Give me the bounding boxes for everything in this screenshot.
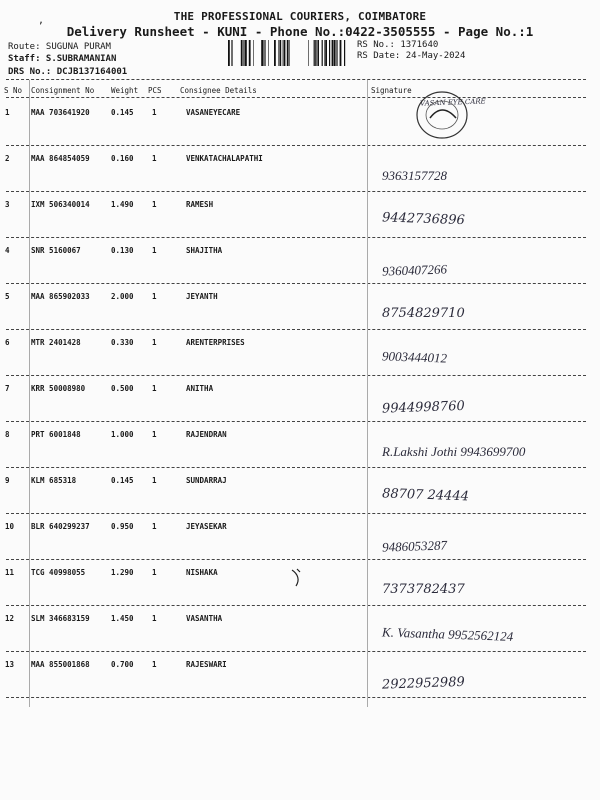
barcode-bar — [287, 40, 289, 66]
barcode-bar — [284, 40, 286, 66]
cell-consignee: NISHAKA — [186, 568, 218, 577]
cell-pcs: 1 — [152, 660, 157, 669]
cell-weight: 1.450 — [111, 614, 134, 623]
signature-handwriting: 2922952989 — [381, 674, 465, 693]
cell-weight: 0.145 — [111, 108, 134, 117]
row-separator — [6, 605, 586, 606]
cell-pcs: 1 — [152, 430, 157, 439]
header-rule — [6, 79, 586, 80]
cell-pcs: 1 — [152, 246, 157, 255]
cell-weight: 0.130 — [111, 246, 134, 255]
row-separator — [6, 651, 586, 652]
barcode-bar — [253, 40, 254, 66]
cell-consignment: IXM 506340014 — [31, 200, 90, 209]
rs-date: RS Date: 24-May-2024 — [357, 51, 466, 61]
col-consignee: Consignee Details — [180, 86, 257, 95]
cell-consignment: MAA 864854059 — [31, 154, 90, 163]
signature-handwriting: 88707 24444 — [381, 486, 470, 505]
route-label: Route: SUGUNA PURAM — [8, 42, 111, 52]
col-sno: S No — [4, 86, 23, 95]
row-separator — [6, 237, 586, 238]
col-consignment: Consignment No — [31, 86, 95, 95]
cell-pcs: 1 — [152, 568, 157, 577]
cell-weight: 0.700 — [111, 660, 134, 669]
row-separator — [6, 375, 586, 376]
cell-weight: 1.290 — [111, 568, 134, 577]
barcode-bar — [289, 40, 290, 66]
cell-consignment: KLM 685318 — [31, 476, 77, 485]
row-separator — [6, 191, 586, 192]
barcode-bar — [261, 40, 263, 66]
row-separator — [6, 145, 586, 146]
cell-pcs: 1 — [152, 614, 157, 623]
cell-pcs: 1 — [152, 476, 157, 485]
cell-consignment: MAA 855001868 — [31, 660, 90, 669]
cell-consignment: BLR 640299237 — [31, 522, 90, 531]
barcode-bar — [308, 40, 309, 66]
cell-consignment: SLM 346683159 — [31, 614, 90, 623]
cell-consignment: PRT 6001848 — [31, 430, 81, 439]
row-separator — [6, 513, 586, 514]
cell-sno: 13 — [5, 660, 15, 669]
barcode-bar — [228, 40, 230, 66]
cell-consignee: ANITHA — [186, 384, 214, 393]
barcode — [228, 40, 348, 66]
cell-weight: 0.950 — [111, 522, 134, 531]
barcode-bar — [322, 40, 323, 66]
cell-weight: 0.330 — [111, 338, 134, 347]
cell-weight: 0.145 — [111, 476, 134, 485]
cell-sno: 1 — [5, 108, 10, 117]
company-name: THE PROFESSIONAL COURIERS, COIMBATORE — [173, 10, 427, 23]
cell-sno: 5 — [5, 292, 10, 301]
cell-sno: 10 — [5, 522, 15, 531]
cell-weight: 1.490 — [111, 200, 134, 209]
cell-consignee: SHAJITHA — [186, 246, 223, 255]
cell-sno: 7 — [5, 384, 10, 393]
barcode-bar — [340, 40, 342, 66]
signature-handwriting: 9360407266 — [381, 261, 448, 279]
company-stamp — [412, 88, 472, 142]
barcode-bar — [325, 40, 327, 66]
signature-handwriting: R.Lakshi Jothi 9943699700 — [382, 444, 526, 459]
row-separator — [6, 421, 586, 422]
staff-label: Staff: S.SUBRAMANIAN — [8, 54, 117, 64]
barcode-bar — [314, 40, 315, 66]
barcode-bar — [334, 40, 335, 66]
barcode-bar — [332, 40, 334, 66]
barcode-bar — [249, 40, 251, 66]
barcode-bar — [283, 40, 284, 66]
barcode-bar — [232, 40, 233, 66]
cell-consignee: JEYANTH — [186, 292, 218, 301]
cell-consignment: MAA 865902033 — [31, 292, 90, 301]
cell-pcs: 1 — [152, 200, 157, 209]
barcode-bar — [344, 40, 345, 66]
barcode-bar — [335, 40, 336, 66]
col-pcs: PCS — [148, 86, 162, 95]
barcode-bar — [317, 40, 318, 66]
cell-consignee: JEYASEKAR — [186, 522, 227, 531]
barcode-bar — [279, 40, 281, 66]
barcode-bar — [263, 40, 264, 66]
cell-consignee: RAJENDRAN — [186, 430, 227, 439]
rs-number: RS No.: 1371640 — [357, 40, 439, 50]
barcode-bar — [231, 40, 232, 66]
barcode-bar — [264, 40, 265, 66]
barcode-bar — [241, 40, 242, 66]
cell-weight: 1.000 — [111, 430, 134, 439]
stray-mark: , — [38, 15, 45, 26]
cell-consignment: KRR 50008980 — [31, 384, 86, 393]
barcode-bar — [244, 40, 245, 66]
cell-weight: 2.000 — [111, 292, 134, 301]
row-separator — [6, 329, 586, 330]
signature-handwriting: 9363157728 — [382, 168, 447, 183]
cell-pcs: 1 — [152, 338, 157, 347]
cell-sno: 3 — [5, 200, 10, 209]
cell-pcs: 1 — [152, 522, 157, 531]
cell-sno: 6 — [5, 338, 10, 347]
drs-number: DRS No.: DCJB137164001 — [8, 67, 128, 77]
col-divider — [29, 80, 30, 707]
cell-pcs: 1 — [152, 292, 157, 301]
col-weight: Weight — [111, 86, 139, 95]
signature-handwriting: 7373782437 — [382, 582, 465, 597]
col-divider — [367, 80, 368, 707]
cell-sno: 12 — [5, 614, 15, 623]
col-signature: Signature — [371, 86, 412, 95]
barcode-bar — [336, 40, 337, 66]
barcode-bar — [315, 40, 316, 66]
signature-handwriting: 9486053287 — [381, 537, 448, 555]
cell-consignee: RAJESWARI — [186, 660, 227, 669]
cell-consignee: VASANTHA — [186, 614, 223, 623]
row-separator — [6, 467, 586, 468]
row-separator — [6, 559, 586, 560]
signature-handwriting: 9003444012 — [381, 348, 448, 366]
row-separator — [6, 283, 586, 284]
barcode-bar — [242, 40, 243, 66]
signature-handwriting: 8754829710 — [382, 306, 465, 321]
cell-pcs: 1 — [152, 384, 157, 393]
signature-handwriting: K. Vasantha 9952562124 — [381, 624, 514, 644]
barcode-bar — [329, 40, 330, 66]
cell-consignment: SNR 5160067 — [31, 246, 81, 255]
tick-mark — [288, 566, 308, 590]
signature-handwriting: 9442736896 — [381, 210, 465, 229]
cell-consignment: TCG 40998055 — [31, 568, 86, 577]
cell-pcs: 1 — [152, 154, 157, 163]
cell-sno: 8 — [5, 430, 10, 439]
cell-consignment: MAA 703641920 — [31, 108, 90, 117]
barcode-bar — [245, 40, 247, 66]
cell-consignee: RAMESH — [186, 200, 214, 209]
cell-sno: 11 — [5, 568, 15, 577]
cell-consignment: MTR 2401428 — [31, 338, 81, 347]
cell-sno: 9 — [5, 476, 10, 485]
cell-consignee: VASANEYECARE — [186, 108, 241, 117]
cell-consignee: VENKATACHALAPATHI — [186, 154, 263, 163]
row-separator — [6, 697, 586, 698]
runsheet-title: Delivery Runsheet - KUNI - Phone No.:0422-3505555 - Page No.:1 — [66, 24, 534, 39]
cell-sno: 4 — [5, 246, 10, 255]
barcode-bar — [318, 40, 319, 66]
cell-weight: 0.500 — [111, 384, 134, 393]
signature-handwriting: 9944998760 — [381, 398, 465, 417]
cell-sno: 2 — [5, 154, 10, 163]
cell-pcs: 1 — [152, 108, 157, 117]
cell-consignee: ARENTERPRISES — [186, 338, 245, 347]
barcode-bar — [324, 40, 325, 66]
barcode-bar — [274, 40, 276, 66]
cell-consignee: SUNDARRAJ — [186, 476, 227, 485]
cell-weight: 0.160 — [111, 154, 134, 163]
barcode-bar — [268, 40, 269, 66]
signature-handwriting: VASAN EYE CARE — [419, 97, 486, 108]
barcode-bar — [278, 40, 279, 66]
